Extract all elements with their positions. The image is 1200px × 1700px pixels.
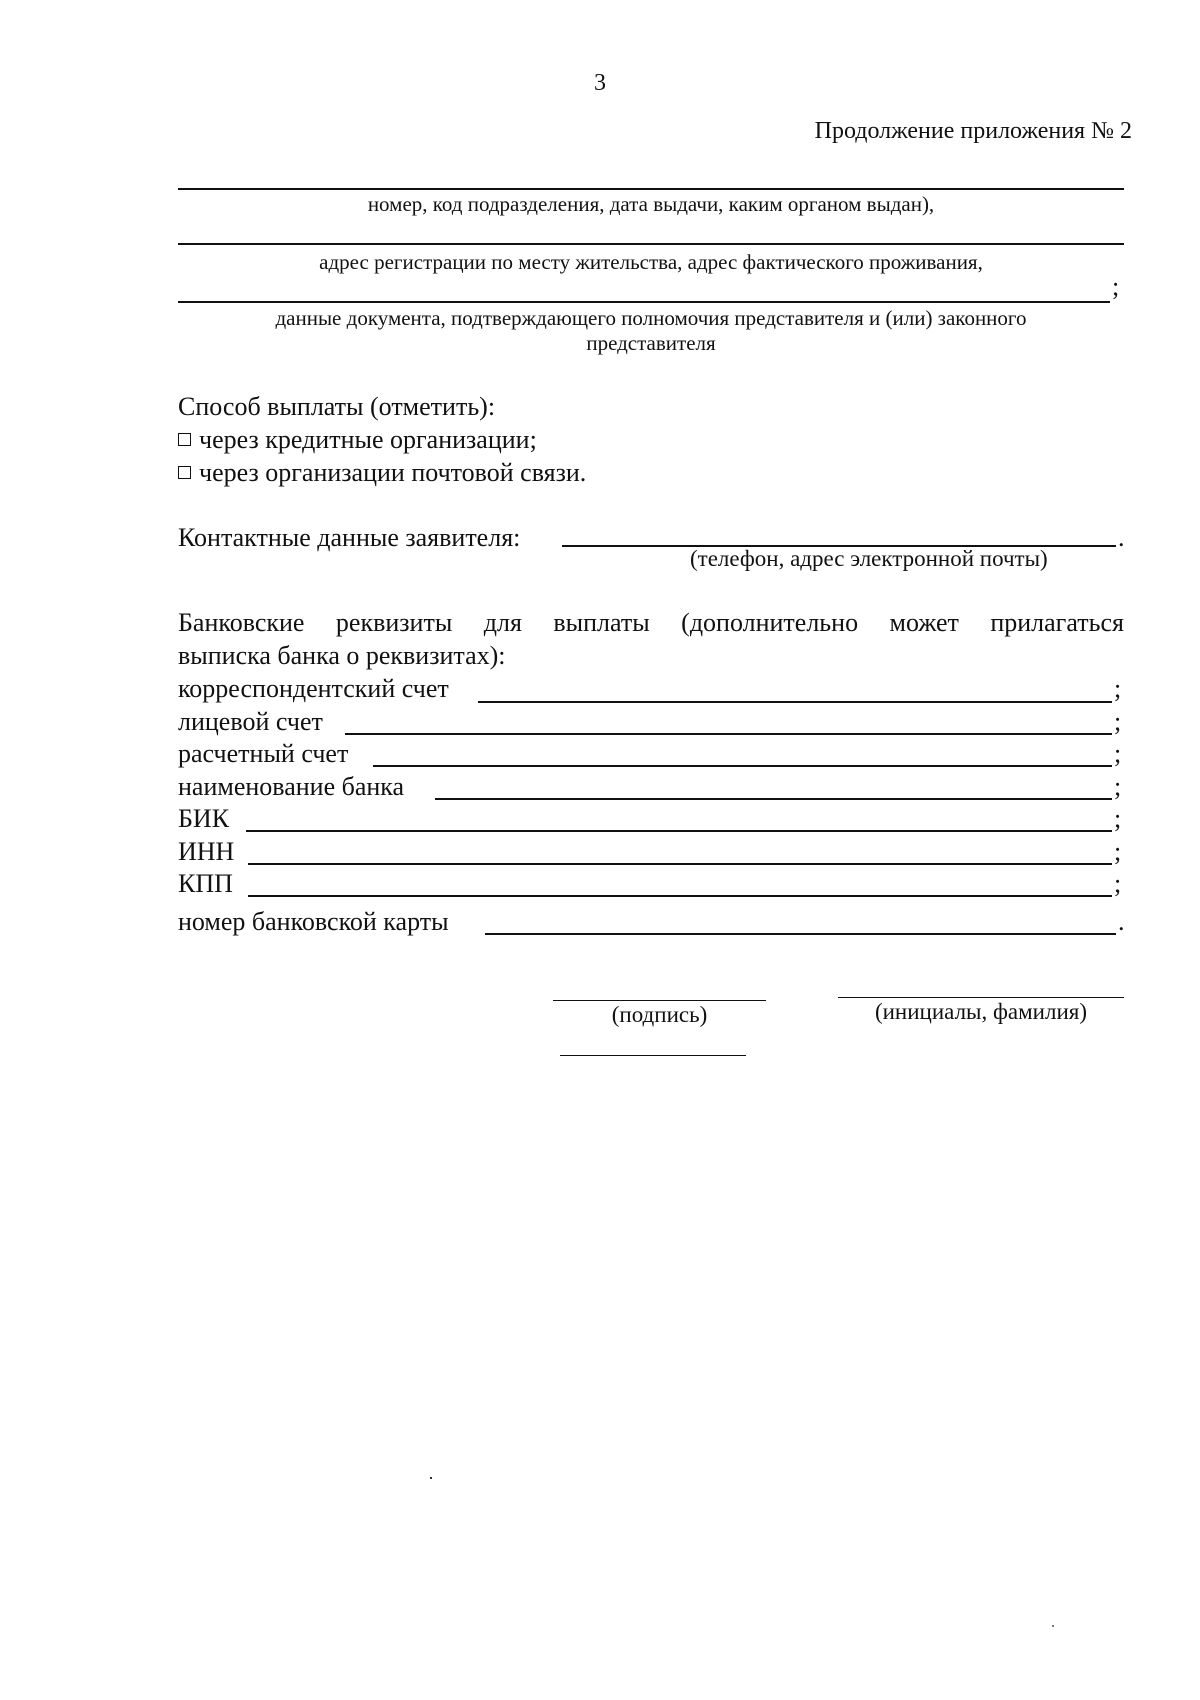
contacts-caption: (телефон, адрес электронной почты) (690, 546, 1048, 571)
passport-field-caption: номер, код подразделения, дата выдачи, каким органом выдан), (367, 192, 935, 216)
field-settlement-account-end: ; (1114, 739, 1122, 768)
field-card-number-line[interactable] (485, 933, 1116, 935)
checkbox-credit-organizations[interactable] (178, 433, 191, 446)
address-field-caption: адрес регистрации по месту жительства, адрес фактического проживания, (319, 250, 983, 274)
bank-intro-word: для (483, 608, 522, 637)
field-bik-end: ; (1114, 804, 1122, 833)
representative-field-line[interactable] (178, 301, 1110, 303)
field-correspondent-account-label: корреспондентский счет (178, 674, 449, 703)
payment-method-title: Способ выплаты (отметить): (178, 392, 496, 421)
field-inn-line[interactable] (248, 863, 1112, 865)
field-personal-account-end: ; (1114, 707, 1122, 736)
checkbox-postal-organizations[interactable] (178, 466, 191, 479)
payment-option-post-label: через организации почтовой связи. (199, 458, 587, 487)
payment-option-post[interactable] (178, 458, 586, 488)
representative-caption-line2: представителя (586, 331, 716, 355)
field-kpp-line[interactable] (248, 895, 1112, 897)
representative-caption-line1: данные документа, подтверждающего полномочия представителя и (или) законного (275, 306, 1027, 330)
field-correspondent-account-end: ; (1114, 674, 1122, 703)
field-inn-end: ; (1114, 837, 1122, 866)
field-card-number-end: . (1118, 907, 1125, 936)
field-card-number-label: номер банковской карты (178, 907, 449, 936)
payment-option-credit-label: через кредитные организации; (199, 425, 537, 454)
field-correspondent-account-line[interactable] (478, 701, 1112, 703)
bank-intro-word: может (889, 608, 959, 637)
bank-intro-word: реквизиты (335, 608, 453, 637)
payment-option-credit[interactable] (178, 425, 537, 455)
scan-speck (1052, 1625, 1054, 1627)
field-settlement-account-label: расчетный счет (178, 739, 349, 768)
field-personal-account-line[interactable] (345, 733, 1112, 735)
passport-field-line[interactable] (178, 188, 1124, 190)
address-field-line[interactable] (178, 243, 1124, 245)
field-settlement-account-line[interactable] (373, 765, 1112, 767)
bank-intro-word: выплаты (553, 608, 650, 637)
scan-speck (430, 1477, 432, 1479)
bank-intro-word: прилагаться (990, 608, 1124, 637)
field-bank-name-label: наименование банка (178, 772, 405, 801)
field-kpp-end: ; (1114, 869, 1122, 898)
name-caption: (инициалы, фамилия) (874, 999, 1088, 1024)
contacts-label: Контактные данные заявителя: (178, 523, 521, 552)
field-bik-label: БИК (178, 804, 230, 833)
signature-caption: (подпись) (611, 1002, 708, 1027)
field-bank-name-end: ; (1114, 772, 1122, 801)
appendix-continuation: Продолжение приложения № 2 (814, 118, 1132, 144)
field-kpp-label: КПП (178, 869, 233, 898)
bank-intro-word: (дополнительно (681, 608, 859, 637)
bank-intro-line1 (178, 608, 1124, 638)
representative-field-end: ; (1112, 272, 1120, 301)
contacts-field-end: . (1118, 523, 1125, 552)
date-line[interactable] (560, 1055, 746, 1056)
field-bank-name-line[interactable] (435, 798, 1112, 800)
signature-line[interactable] (553, 1000, 766, 1001)
name-line[interactable] (838, 997, 1124, 998)
field-personal-account-label: лицевой счет (178, 707, 323, 736)
field-bik-line[interactable] (246, 830, 1112, 832)
bank-intro-word: Банковские (178, 608, 305, 637)
page-number: 3 (594, 70, 606, 96)
representative-field-caption (178, 306, 1124, 356)
field-inn-label: ИНН (178, 837, 235, 866)
bank-intro-line2: выписка банка о реквизитах): (178, 641, 506, 670)
